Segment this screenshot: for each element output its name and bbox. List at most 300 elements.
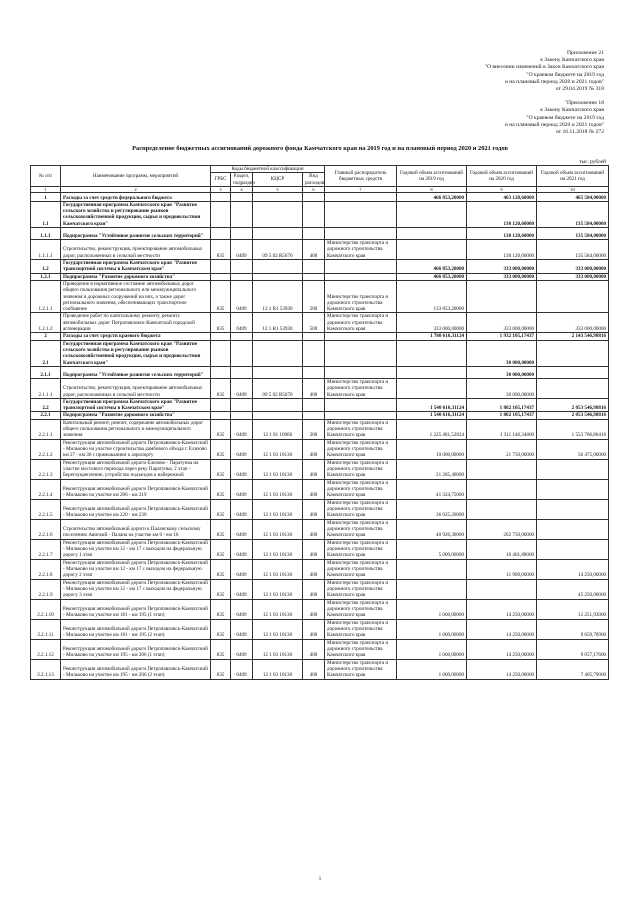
row-vr: 400 [303, 619, 325, 639]
row-manager: Министерство транспорта и дорожного строительства Камчатского края [325, 639, 397, 659]
row-number: 1.1 [31, 201, 61, 227]
column-index: 6 [303, 186, 325, 192]
column-index: 8 [397, 186, 467, 192]
row-razdel: 0409 [231, 439, 253, 459]
header-line: и на плановый период 2020 и 2021 годов" [504, 78, 604, 85]
table-header-row [31, 166, 609, 173]
row-value-2019: 1 000,00000 [397, 599, 467, 619]
row-value-2021: 135 584,00000 [537, 228, 609, 240]
column-header-razdel: Раздел, подраздел [231, 173, 253, 187]
row-name: Подпрограмма "Устойчивое развитие сельских территорий" [61, 228, 211, 240]
row-value-2020: 1 311 146,34800 [467, 419, 537, 439]
row-value-2021: 14 250,00000 [537, 559, 609, 579]
table-row [31, 280, 609, 312]
row-value-2019: 1 780 616,31124 [397, 333, 467, 340]
row-vr: 400 [303, 559, 325, 579]
row-grbs: 835 [211, 559, 231, 579]
row-vr: 400 [303, 439, 325, 459]
column-header-2019: Годовой объем ассигнований на 2019 год [397, 166, 467, 187]
row-vr: 400 [303, 539, 325, 559]
row-grbs: 835 [211, 579, 231, 599]
row-value-2020: 30 000,00000 [467, 378, 537, 398]
row-grbs [211, 228, 231, 240]
row-razdel [231, 260, 253, 274]
row-value-2021 [537, 519, 609, 539]
row-value-2020: 1 932 105,17437 [467, 333, 537, 340]
row-manager: Министерство транспорта и дорожного строительства Камчатского края [325, 459, 397, 479]
table-row [31, 273, 609, 280]
row-value-2020: 463 120,60000 [467, 192, 537, 201]
row-value-2019 [397, 579, 467, 599]
row-csr: 12 1 03 10130 [253, 519, 303, 539]
row-name: Расходы за счет средств краевого бюджета [61, 333, 211, 340]
row-vr [303, 201, 325, 227]
row-value-2019: 36 025,20000 [397, 499, 467, 519]
row-value-2019 [397, 366, 467, 378]
row-value-2021: 9 057,17600 [537, 639, 609, 659]
row-manager [325, 366, 397, 378]
row-razdel [231, 340, 253, 366]
table-row [31, 366, 609, 378]
row-value-2019: 466 853,20000 [397, 192, 467, 201]
row-value-2020: 333 000,00000 [467, 313, 537, 333]
row-grbs: 835 [211, 639, 231, 659]
row-csr: 12 1 03 10130 [253, 459, 303, 479]
row-grbs [211, 412, 231, 419]
row-name: Реконструкция автомобильной дороги Петропавловск-Камчатский - Мильково на участке км 206 - км 219 [61, 479, 211, 499]
row-grbs [211, 398, 231, 412]
header-line: от 29.04.2019 № 318 [555, 86, 604, 93]
row-csr [253, 398, 303, 412]
budget-table [30, 165, 609, 680]
row-csr: 12 1 03 10130 [253, 559, 303, 579]
row-vr [303, 192, 325, 201]
column-header-2021: Годовой объем ассигнований на 2021 год [537, 166, 609, 187]
row-number: 2.2.1.4 [31, 479, 61, 499]
row-name: Проведение работ по капитальному ремонту, ремонту автомобильных дорог Петропавловск-Камчатской городской агломерации [61, 313, 211, 333]
row-name: Реконструкция автомобильной дороги Елизово - Паратунка на участке мостового перехода через реку Паратунка, 2 этап - Берегоукрепление, устройство подъездов к набережной [61, 459, 211, 479]
row-manager [325, 333, 397, 340]
row-value-2020: 333 000,00000 [467, 273, 537, 280]
column-index: 10 [537, 186, 609, 192]
row-vr: 400 [303, 459, 325, 479]
row-grbs: 835 [211, 419, 231, 439]
row-csr: 12 1 03 10130 [253, 619, 303, 639]
row-name: Реконструкция автомобильной дороги Петропавловск-Камчатский - Мильково на участке км 195 - км 206 (1 этап) [61, 639, 211, 659]
row-vr: 200 [303, 280, 325, 312]
row-manager: Министерство транспорта и дорожного строительства Камчатского края [325, 579, 397, 599]
row-manager [325, 228, 397, 240]
row-csr: 12 1 R1 53930 [253, 313, 303, 333]
row-vr: 400 [303, 378, 325, 398]
row-grbs [211, 273, 231, 280]
row-grbs: 835 [211, 499, 231, 519]
row-razdel: 0409 [231, 619, 253, 639]
row-value-2019: 1 000,00000 [397, 619, 467, 639]
table-row [31, 619, 609, 639]
row-manager: Министерство транспорта и дорожного строительства Камчатского края [325, 519, 397, 539]
row-value-2019: 10 000,00000 [397, 439, 467, 459]
row-grbs: 835 [211, 240, 231, 260]
row-manager [325, 273, 397, 280]
row-vr: 400 [303, 599, 325, 619]
row-value-2020 [467, 579, 537, 599]
row-vr [303, 398, 325, 412]
table-row [31, 519, 609, 539]
column-header-name: Наименование программ, мероприятий [61, 166, 211, 187]
header-line: "Приложение 18 [564, 100, 604, 107]
row-csr: 12 1 03 10130 [253, 439, 303, 459]
row-grbs: 835 [211, 659, 231, 679]
row-value-2020: 1 802 105,17437 [467, 412, 537, 419]
row-razdel [231, 192, 253, 201]
row-manager: Министерство транспорта и дорожного строительства Камчатского края [325, 439, 397, 459]
row-vr: 400 [303, 639, 325, 659]
row-vr [303, 228, 325, 240]
row-vr: 400 [303, 499, 325, 519]
row-vr [303, 366, 325, 378]
row-name: Капитальный ремонт, ремонт, содержание автомобильных дорог общего пользования регионального и межмуниципального значения [61, 419, 211, 439]
row-value-2019: 5 000,00000 [397, 539, 467, 559]
row-manager: Министерство транспорта и дорожного строительства Камчатского края [325, 313, 397, 333]
row-name: Реконструкция автомобильной дороги Петропавловск-Камчатский - Мильково на участке км 12 - км 17 с выходом на федеральную дорогу 1 этап [61, 539, 211, 559]
table-row [31, 659, 609, 679]
row-value-2020: 130 120,60000 [467, 201, 537, 227]
document-title: Распределение бюджетных ассигнований дорожного фонда Камчатского края на 2019 год и на плановый период 2020 и 2021 годов [132, 145, 508, 152]
row-value-2020 [467, 499, 537, 519]
row-vr: 400 [303, 519, 325, 539]
row-value-2020: 130 120,60000 [467, 228, 537, 240]
row-razdel: 0409 [231, 459, 253, 479]
table-row [31, 479, 609, 499]
header-line: от 16.11.2018 № 272 [555, 129, 604, 136]
row-csr: 12 1 03 10130 [253, 499, 303, 519]
row-value-2021: 2 053 546,98816 [537, 412, 609, 419]
row-razdel: 0409 [231, 499, 253, 519]
row-value-2019: 1 540 616,31124 [397, 398, 467, 412]
column-header-manager: Главный распорядитель бюджетных средств [325, 166, 397, 187]
row-value-2021 [537, 539, 609, 559]
row-value-2021: 12 251,93000 [537, 599, 609, 619]
row-name: Приведение в нормативное состояние автомобильных дорог общего пользования регионального или межмуниципального значения и дорожных сооружений на них, а также дорог регионального значения, обеспечивающих транспортное сообщение [61, 280, 211, 312]
row-manager [325, 260, 397, 274]
row-name: Строительство, реконструкция, проектирование автомобильных дорог, расположенных в сельской местности [61, 378, 211, 398]
row-manager: Министерство транспорта и дорожного строительства Камчатского края [325, 240, 397, 260]
row-number: 2.2.1.6 [31, 519, 61, 539]
row-manager: Министерство транспорта и дорожного строительства Камчатского края [325, 619, 397, 639]
row-manager: Министерство транспорта и дорожного строительства Камчатского края [325, 659, 397, 679]
row-value-2020: 14 250,00000 [467, 619, 537, 639]
row-value-2019: 21 285,40000 [397, 459, 467, 479]
row-razdel [231, 412, 253, 419]
row-value-2019: 333 000,00000 [397, 313, 467, 333]
table-row [31, 459, 609, 479]
row-name: Реконструкция автомобильной дороги Петропавловск-Камчатский - Мильково на участке км 181 - км 195 (2 этап) [61, 619, 211, 639]
row-name: Государственная программа Камчатского края "Развитие сельского хозяйства и регулирование рынков сельскохозяйственной продукции, сырья и продовольствия Камчатского края" [61, 201, 211, 227]
row-manager: Министерство транспорта и дорожного строительства Камчатского края [325, 539, 397, 559]
row-razdel: 0409 [231, 659, 253, 679]
row-razdel: 0409 [231, 559, 253, 579]
row-number: 2.2.1.1 [31, 419, 61, 439]
row-value-2020: 130 120,60000 [467, 240, 537, 260]
table-row [31, 412, 609, 419]
row-number: 2.2.1.10 [31, 599, 61, 619]
row-csr [253, 201, 303, 227]
column-header-grbs: ГРБС [211, 173, 231, 187]
row-razdel [231, 273, 253, 280]
row-csr [253, 366, 303, 378]
row-value-2019: 133 853,20000 [397, 280, 467, 312]
row-manager: Министерство транспорта и дорожного строительства Камчатского края [325, 499, 397, 519]
row-value-2021: 1 553 786,86416 [537, 419, 609, 439]
row-value-2021: 465 584,00000 [537, 192, 609, 201]
row-manager: Министерство транспорта и дорожного строительства Камчатского края [325, 419, 397, 439]
row-value-2019: 1 540 616,31124 [397, 412, 467, 419]
row-number: 1.2.1 [31, 273, 61, 280]
row-csr: 09 5 02 R5670 [253, 378, 303, 398]
row-number: 1.2 [31, 260, 61, 274]
row-vr: 400 [303, 479, 325, 499]
row-value-2019 [397, 228, 467, 240]
row-razdel: 0409 [231, 378, 253, 398]
column-header-vr: Вид расходов [303, 173, 325, 187]
row-vr: 400 [303, 659, 325, 679]
row-number: 2.2.1.3 [31, 459, 61, 479]
header-line: Приложение 21 [566, 50, 604, 56]
row-value-2019: 1 000,00000 [397, 659, 467, 679]
row-number: 2.2.1.11 [31, 619, 61, 639]
row-razdel: 0409 [231, 539, 253, 559]
table-row [31, 228, 609, 240]
table-row [31, 439, 609, 459]
row-number: 2.2.1.9 [31, 579, 61, 599]
row-value-2019 [397, 559, 467, 579]
row-csr [253, 333, 303, 340]
row-name: Строительство автомобильной дороги к Паланскому сельскому поселению Аянский - Палана на участке км 0 - км 16 [61, 519, 211, 539]
row-vr: 200 [303, 419, 325, 439]
row-name: Государственная программа Камчатского края "Развитие транспортной системы в Камчатском крае" [61, 260, 211, 274]
row-number: 2.1 [31, 340, 61, 366]
row-manager [325, 340, 397, 366]
row-name: Подпрограмма "Устойчивое развитие сельских территорий" [61, 366, 211, 378]
column-header-csr: КЦСР [253, 173, 303, 187]
document-header [485, 50, 604, 136]
row-value-2021: 333 000,00000 [537, 273, 609, 280]
row-csr: 12 1 01 10960 [253, 419, 303, 439]
row-grbs: 835 [211, 459, 231, 479]
row-value-2021 [537, 366, 609, 378]
column-index: 2 [61, 186, 211, 192]
row-grbs [211, 340, 231, 366]
row-value-2019 [397, 240, 467, 260]
row-grbs [211, 201, 231, 227]
row-razdel: 0409 [231, 599, 253, 619]
row-value-2020 [467, 459, 537, 479]
row-csr: 12 1 03 10130 [253, 659, 303, 679]
row-manager: Министерство транспорта и дорожного строительства Камчатского края [325, 378, 397, 398]
row-number: 2.2.1.7 [31, 539, 61, 559]
row-value-2020 [467, 280, 537, 312]
table-row [31, 599, 609, 619]
row-razdel: 0409 [231, 313, 253, 333]
row-value-2021 [537, 479, 609, 499]
row-value-2021: 7 405,79000 [537, 659, 609, 679]
table-row [31, 559, 609, 579]
row-value-2021: 135 584,00000 [537, 201, 609, 227]
row-razdel [231, 333, 253, 340]
row-vr [303, 333, 325, 340]
units-label: тыс. рублей [579, 159, 606, 165]
table-row [31, 499, 609, 519]
row-value-2019: 466 853,20000 [397, 273, 467, 280]
row-name: Государственная программа Камчатского края "Развитие сельского хозяйства и регулирование рынков сельскохозяйственной продукции, сырья и продовольствия Камчатского края" [61, 340, 211, 366]
row-number: 1.1.1 [31, 228, 61, 240]
row-value-2020: 14 250,00000 [467, 599, 537, 619]
row-value-2020: 30 000,00000 [467, 366, 537, 378]
row-name: Расходы за счет средств федерального бюджета [61, 192, 211, 201]
row-razdel: 0409 [231, 519, 253, 539]
table-row [31, 340, 609, 366]
table-row [31, 398, 609, 412]
row-value-2020: 10 461,88000 [467, 539, 537, 559]
row-csr: 12 1 03 10130 [253, 579, 303, 599]
row-value-2021: 333 000,00000 [537, 313, 609, 333]
header-line: "О краевом бюджете на 2019 год [526, 71, 604, 78]
row-value-2020: 202 750,00000 [467, 519, 537, 539]
page-number: 1 [318, 876, 322, 882]
row-value-2019: 1 225 481,52824 [397, 419, 467, 439]
row-grbs: 835 [211, 313, 231, 333]
row-csr [253, 340, 303, 366]
row-csr [253, 273, 303, 280]
row-csr: 12 1 03 10130 [253, 639, 303, 659]
row-grbs: 835 [211, 378, 231, 398]
column-index: 5 [253, 186, 303, 192]
row-razdel [231, 398, 253, 412]
row-grbs: 835 [211, 439, 231, 459]
row-name: Строительство, реконструкция, проектирование автомобильных дорог, расположенных в сельской местности [61, 240, 211, 260]
row-grbs: 835 [211, 280, 231, 312]
table-row [31, 639, 609, 659]
row-value-2021: 56 475,00000 [537, 439, 609, 459]
row-value-2020: 14 250,00000 [467, 659, 537, 679]
row-vr: 400 [303, 240, 325, 260]
row-name: Реконструкция автомобильной дороги Петропавловск-Камчатский - Мильково на участке км 12 - км 17 с выходом на федеральную дорогу 3 этап [61, 579, 211, 599]
row-value-2019: 466 853,20000 [397, 260, 467, 274]
row-value-2020: 11 900,00000 [467, 559, 537, 579]
row-value-2019: 41 324,75000 [397, 479, 467, 499]
row-razdel: 0409 [231, 479, 253, 499]
column-header-2020: Годовой объем ассигнований на 2020 год [467, 166, 537, 187]
row-vr [303, 412, 325, 419]
header-line: и на плановый период 2020 и 2021 годов" [504, 121, 604, 128]
row-name: Реконструкция автомобильной дороги Петропавловск-Камчатский - Мильково на участке км 12 - км 17 с выходом на федеральную дорогу 2 этап [61, 559, 211, 579]
row-number: 1.1.1.1 [31, 240, 61, 260]
row-number: 2.1.1 [31, 366, 61, 378]
row-value-2021: 2 053 546,98816 [537, 398, 609, 412]
row-number: 2.2 [31, 398, 61, 412]
header-line: к Закону Камчатского края [540, 107, 604, 114]
row-vr [303, 260, 325, 274]
row-value-2019: 40 926,30000 [397, 519, 467, 539]
row-manager [325, 192, 397, 201]
row-vr [303, 273, 325, 280]
row-number: 1.2.1.1 [31, 280, 61, 312]
row-grbs [211, 192, 231, 201]
row-csr: 12 1 03 10130 [253, 479, 303, 499]
row-name: Реконструкция автомобильной дороги Петропавловск-Камчатский - Мильково на участке строительства дамбового обхода г. Елизово км 27 - км 30 с примыканием к аэропорту [61, 439, 211, 459]
column-index: 4 [231, 186, 253, 192]
row-number: 1.2.1.2 [31, 313, 61, 333]
table-row [31, 201, 609, 227]
table-row [31, 240, 609, 260]
row-csr [253, 412, 303, 419]
row-name: Реконструкция автомобильной дороги Петропавловск-Камчатский - Мильково на участке км 195 - км 206 (2 этап) [61, 659, 211, 679]
row-grbs [211, 260, 231, 274]
row-number: 2.2.1.13 [31, 659, 61, 679]
header-line: к Закону Камчатского края [540, 57, 604, 64]
row-manager: Министерство транспорта и дорожного строительства Камчатского края [325, 280, 397, 312]
table-row [31, 313, 609, 333]
row-number: 2.2.1.2 [31, 439, 61, 459]
row-manager [325, 412, 397, 419]
header-line: "О краевом бюджете на 2019 год [526, 114, 604, 121]
row-grbs: 835 [211, 519, 231, 539]
row-csr [253, 228, 303, 240]
row-grbs [211, 333, 231, 340]
row-csr: 12 1 03 10130 [253, 599, 303, 619]
table-row [31, 539, 609, 559]
row-manager: Министерство транспорта и дорожного строительства Камчатского края [325, 479, 397, 499]
row-value-2020: 333 000,00000 [467, 260, 537, 274]
row-value-2021: 135 584,00000 [537, 240, 609, 260]
row-razdel: 0409 [231, 280, 253, 312]
row-value-2021: 9 659,78900 [537, 619, 609, 639]
row-razdel [231, 366, 253, 378]
row-razdel: 0409 [231, 419, 253, 439]
row-vr: 500 [303, 313, 325, 333]
row-value-2021: 45 250,00000 [537, 579, 609, 599]
row-number: 1 [31, 192, 61, 201]
row-grbs: 835 [211, 599, 231, 619]
row-value-2020: 30 000,00000 [467, 340, 537, 366]
column-index: 7 [325, 186, 397, 192]
row-manager [325, 398, 397, 412]
row-value-2020: 1 802 105,17437 [467, 398, 537, 412]
row-value-2021 [537, 340, 609, 366]
row-value-2019 [397, 378, 467, 398]
row-value-2019: 1 000,00000 [397, 639, 467, 659]
column-header-num: № п/п [31, 166, 61, 187]
row-value-2021 [537, 378, 609, 398]
row-value-2021: 2 143 546,98816 [537, 333, 609, 340]
header-line: "О внесении изменений в Закон Камчатского края [484, 64, 604, 71]
row-value-2020: 21 750,00000 [467, 439, 537, 459]
row-vr: 400 [303, 579, 325, 599]
table-row [31, 378, 609, 398]
row-grbs: 835 [211, 619, 231, 639]
table-row [31, 260, 609, 274]
row-grbs [211, 366, 231, 378]
row-value-2019 [397, 201, 467, 227]
row-csr: 12 1 03 10130 [253, 539, 303, 559]
row-value-2021: 333 000,00000 [537, 260, 609, 274]
row-name: Подпрограмма "Развитие дорожного хозяйства" [61, 412, 211, 419]
row-csr [253, 192, 303, 201]
row-csr: 09 5 02 R5670 [253, 240, 303, 260]
row-manager: Министерство транспорта и дорожного строительства Камчатского края [325, 599, 397, 619]
table-row [31, 192, 609, 201]
